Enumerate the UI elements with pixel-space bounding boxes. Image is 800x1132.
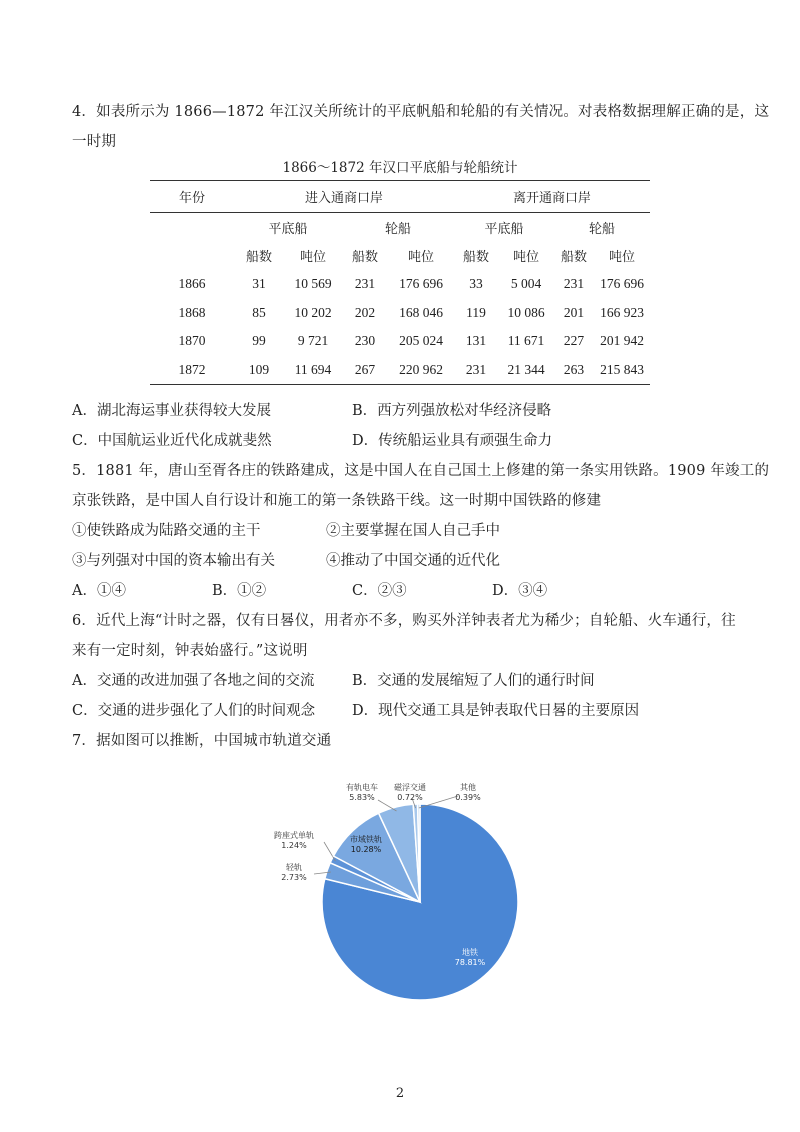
cell: 9 721 [297, 333, 329, 349]
q5-option-d[interactable]: D．③④ [492, 583, 548, 599]
pie-slice-value: 5.83% [349, 793, 375, 802]
header-leave-flat: 平底船 [484, 221, 524, 237]
q4-option-d[interactable]: D．传统船运业具有顽强生命力 [352, 433, 553, 449]
q4-stem-line2: 一时期 [72, 134, 117, 150]
cell: 263 [554, 356, 594, 385]
cell: 202 [354, 304, 376, 320]
header-enter-steam: 轮船 [384, 221, 411, 237]
pie-slice-label: 轻轨 [286, 863, 302, 872]
header-leave-steam: 轮船 [588, 221, 615, 237]
page-number: 2 [395, 1086, 405, 1101]
cell: 176 696 [600, 276, 644, 292]
pie-slice-value: 10.28% [350, 845, 382, 854]
q5-statement-3: ③与列强对中国的资本输出有关 [72, 553, 275, 569]
cell: 215 843 [594, 356, 650, 385]
q5-statement-1: ①使铁路成为陆路交通的主干 [72, 523, 261, 539]
cell: 10 569 [294, 276, 332, 292]
cell: 230 [354, 333, 376, 349]
cell: 10 086 [507, 304, 545, 320]
cell: 10 202 [294, 304, 332, 320]
q5-statement-4: ④推动了中国交通的近代化 [326, 553, 500, 569]
header-count: 船数 [245, 250, 272, 266]
cell: 227 [563, 333, 585, 349]
cell: 33 [469, 276, 483, 292]
q7-stem: 7．据如图可以推断，中国城市轨道交通 [72, 733, 332, 749]
cell: 231 [454, 356, 498, 385]
header-leave-port: 离开通商口岸 [454, 181, 650, 213]
cell: 1868 [178, 304, 206, 320]
table-row [150, 299, 650, 328]
cell: 131 [465, 333, 487, 349]
cell: 11 671 [507, 333, 545, 349]
cell: 21 344 [498, 356, 554, 385]
cell: 11 694 [284, 356, 342, 385]
pie-slice-label: 地铁 [462, 948, 478, 957]
header-count: 船数 [462, 250, 489, 266]
cell: 1866 [178, 276, 206, 292]
table-caption: 1866～1872 年汉口平底船与轮船统计 [282, 160, 518, 176]
cell: 201 942 [600, 333, 644, 349]
cell: 99 [252, 333, 266, 349]
header-count: 船数 [351, 250, 378, 266]
cell: 166 923 [600, 304, 644, 320]
pie-slice-label: 其他 [460, 783, 476, 792]
cell: 231 [354, 276, 376, 292]
pie-slice-value: 2.73% [281, 873, 307, 882]
ship-stats-table [150, 180, 650, 385]
q5-option-a[interactable]: A．①④ [72, 583, 126, 599]
header-tonnage: 吨位 [512, 250, 539, 266]
cell: 231 [563, 276, 585, 292]
pie-slice-label: 市域铁轨 [350, 835, 382, 844]
header-count: 船数 [560, 250, 587, 266]
cell: 205 024 [399, 333, 443, 349]
q6-option-a[interactable]: A．交通的改进加强了各地之间的交流 [72, 673, 315, 689]
pie-slice-value: 1.24% [281, 841, 307, 850]
q6-option-d[interactable]: D．现代交通工具是钟表取代日晷的主要原因 [352, 703, 640, 719]
header-enter-flat: 平底船 [268, 221, 308, 237]
pie-slice-label: 跨座式单轨 [274, 831, 314, 840]
q5-statement-2: ②主要掌握在国人自己手中 [326, 523, 500, 539]
cell: 1872 [150, 356, 234, 385]
cell: 119 [466, 304, 486, 320]
header-year: 年份 [150, 181, 234, 213]
cell: 267 [342, 356, 388, 385]
q5-option-b[interactable]: B．①② [212, 583, 267, 599]
cell: 109 [234, 356, 284, 385]
pie-slice-label: 磁浮交通 [394, 783, 426, 792]
table-row [150, 327, 650, 356]
cell: 5 004 [510, 276, 542, 292]
pie-slice-value: 0.39% [455, 793, 481, 802]
cell: 31 [252, 276, 266, 292]
q5-option-c[interactable]: C．②③ [352, 583, 407, 599]
q4-stem-line1: 4．如表所示为 1866—1872 年江汉关所统计的平底帆船和轮船的有关情况。对表格数据理解正确的是，这 [72, 104, 770, 120]
q6-option-b[interactable]: B．交通的发展缩短了人们的通行时间 [352, 673, 595, 689]
pie-slice-label: 有轨电车 [346, 783, 378, 792]
header-enter-port: 进入通商口岸 [234, 181, 454, 213]
q5-stem-line2: 京张铁路，是中国人自行设计和施工的第一条铁路干线。这一时期中国铁路的修建 [72, 493, 602, 509]
header-tonnage: 吨位 [299, 250, 326, 266]
header-tonnage: 吨位 [407, 250, 434, 266]
q6-stem-line2: 来有一定时刻，钟表始盛行。”这说明 [72, 643, 308, 659]
cell: 201 [563, 304, 585, 320]
rail-transit-pie-chart [260, 770, 540, 1010]
q5-stem-line1: 5．1881 年，唐山至胥各庄的铁路建成，这是中国人在自己国土上修建的第一条实用铁路。1909 年竣工的 [72, 463, 770, 479]
cell: 1870 [178, 333, 206, 349]
cell: 85 [252, 304, 266, 320]
q4-option-a[interactable]: A．湖北海运事业获得较大发展 [72, 403, 271, 419]
pie-leader-line [324, 842, 335, 861]
q6-option-c[interactable]: C．交通的进步强化了人们的时间观念 [72, 703, 316, 719]
cell: 176 696 [399, 276, 443, 292]
table-row [150, 270, 650, 299]
q6-stem-line1: 6．近代上海“计时之器，仅有日晷仪，用者亦不多，购买外洋钟表者尤为稀少；自轮船、火车通行，往 [72, 613, 736, 629]
q4-option-b[interactable]: B．西方列强放松对华经济侵略 [352, 403, 552, 419]
q4-option-c[interactable]: C．中国航运业近代化成就斐然 [72, 433, 272, 449]
pie-slice-value: 78.81% [454, 958, 486, 967]
cell: 168 046 [399, 304, 443, 320]
table-row [150, 356, 650, 385]
header-tonnage: 吨位 [608, 250, 635, 266]
pie-slice-value: 0.72% [397, 793, 423, 802]
cell: 220 962 [388, 356, 454, 385]
